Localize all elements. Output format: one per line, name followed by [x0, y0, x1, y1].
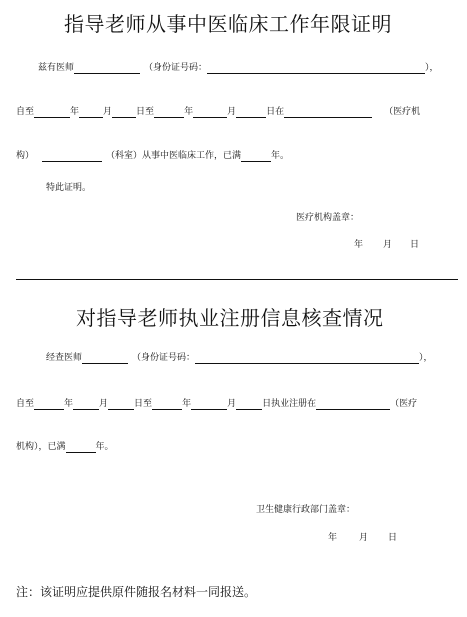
medical-seal-label: 医疗机构盖章： — [296, 213, 360, 223]
s2-end-day-field[interactable] — [236, 399, 262, 410]
s2-doctor-name-field[interactable] — [82, 353, 128, 364]
s2-line2 — [16, 398, 417, 410]
footnote: 注：该证明应提供原件随报名材料一同报送。 — [16, 585, 257, 599]
s2-years-field[interactable] — [66, 442, 96, 453]
s2-close: ）， — [419, 353, 433, 363]
s2-from-label: 自至 — [16, 399, 35, 409]
s2-inst-end-label: 机构），已满 — [16, 442, 66, 452]
s1-line1 — [38, 62, 439, 74]
years-field[interactable] — [241, 151, 271, 162]
s2-year2-label: 年 — [182, 399, 192, 409]
section-divider — [16, 279, 458, 280]
s1-close: ）， — [425, 63, 439, 73]
s2-month-label: 月 — [99, 399, 109, 409]
end-year-field[interactable] — [154, 107, 184, 118]
s1-date-year: 年 — [354, 240, 364, 250]
end-day-field[interactable] — [236, 107, 266, 118]
section2-title: 对指导老师执业注册信息核查情况 — [76, 306, 384, 330]
s2-dayreg-label: 日执业注册在 — [262, 399, 317, 409]
s1-line2 — [16, 106, 420, 118]
s2-year-label: 年 — [64, 399, 74, 409]
s1-month2-label: 月 — [227, 107, 237, 117]
s1-id-label: （身份证号码： — [144, 63, 208, 73]
s2-years-label: 年。 — [95, 442, 114, 452]
s2-end-month-field[interactable] — [191, 399, 227, 410]
s1-years-label: 年。 — [271, 151, 290, 161]
doctor-name-field[interactable] — [74, 63, 140, 74]
institution-field[interactable] — [284, 107, 372, 118]
s1-year2-label: 年 — [184, 107, 194, 117]
department-field[interactable] — [42, 151, 102, 162]
s2-prefix: 经查医师 — [46, 353, 83, 363]
s2-line1 — [46, 352, 433, 364]
s1-from-label: 自至 — [16, 107, 35, 117]
s2-id-label: （身份证号码： — [132, 353, 196, 363]
s1-date-month: 月 — [383, 240, 393, 250]
s1-date-day: 日 — [410, 240, 420, 250]
s2-end-year-field[interactable] — [152, 399, 182, 410]
start-day-field[interactable] — [112, 107, 136, 118]
s1-prefix: 兹有医师 — [38, 63, 75, 73]
s1-inst-label: （医疗机 — [384, 107, 421, 117]
s2-start-day-field[interactable] — [108, 399, 134, 410]
s1-month-label: 月 — [103, 107, 113, 117]
section1-title: 指导老师从事中医临床工作年限证明 — [64, 12, 392, 36]
s2-institution-field[interactable] — [316, 399, 390, 410]
s2-line3 — [16, 441, 114, 453]
s1-line3 — [16, 150, 289, 162]
s1-dept-label: （科室）从事中医临床工作，已满 — [106, 151, 242, 161]
s2-month2-label: 月 — [227, 399, 237, 409]
s2-dayto-label: 日至 — [134, 399, 153, 409]
s1-dayto-label: 日至 — [136, 107, 155, 117]
s2-date-year: 年 — [328, 533, 338, 543]
s1-year-label: 年 — [70, 107, 80, 117]
start-year-field[interactable] — [34, 107, 70, 118]
s1-dayat-label: 日在 — [266, 107, 285, 117]
s2-date-month: 月 — [359, 533, 369, 543]
s2-id-number-field[interactable] — [195, 353, 419, 364]
s2-start-month-field[interactable] — [73, 399, 99, 410]
s2-date-day: 日 — [388, 533, 398, 543]
id-number-field[interactable] — [207, 63, 425, 74]
s2-inst-label: （医疗 — [390, 399, 418, 409]
s1-date — [354, 239, 419, 251]
s1-inst-end-label: 构） — [16, 151, 35, 161]
health-dept-seal-label: 卫生健康行政部门盖章： — [256, 505, 356, 515]
s2-date — [328, 532, 397, 544]
end-month-field[interactable] — [193, 107, 227, 118]
s2-start-year-field[interactable] — [34, 399, 64, 410]
certify-text: 特此证明。 — [46, 183, 92, 193]
start-month-field[interactable] — [79, 107, 103, 118]
